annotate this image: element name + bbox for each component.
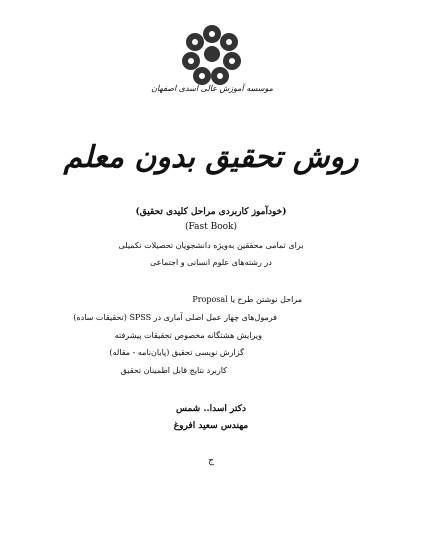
- institute-name: موسسه آموزش عالی اسدی اصفهان: [151, 84, 273, 93]
- book-title: روش تحقیق بدون معلم: [63, 140, 359, 175]
- author-1: دکتر اسدا.. شمس: [176, 404, 246, 414]
- contents-item-1: مراحل نوشتن طرح یا Proposal: [192, 295, 302, 304]
- audience-line-2: در رشته‌های علوم انسانی و اجتماعی: [150, 258, 272, 267]
- book-subtitle: (خودآموز کاربردی مراحل کلیدی تحقیق): [135, 207, 287, 217]
- contents-item-4: گزارش نویسی تحقیق (پایان‌نامه - مقاله): [109, 348, 244, 357]
- contents-item-5: کاربرد نتایج قابل اطمینان تحقیق: [120, 366, 227, 375]
- page-number: ج: [208, 456, 214, 466]
- contents-item-3: ویرایش هشتگانه مخصوص تحقیقات پیشرفته: [114, 331, 262, 340]
- contents-item-2: فرمول‌های چهار عمل اصلی آماری در SPSS (تحقیقات ساده): [73, 313, 277, 322]
- audience-line-1: برای تمامی محققین به‌ویژه دانشجویان تحصیلات تکمیلی: [118, 241, 304, 250]
- book-subtitle-english: (Fast Book): [184, 222, 238, 232]
- author-2: مهندس سعید افروغ: [173, 421, 249, 431]
